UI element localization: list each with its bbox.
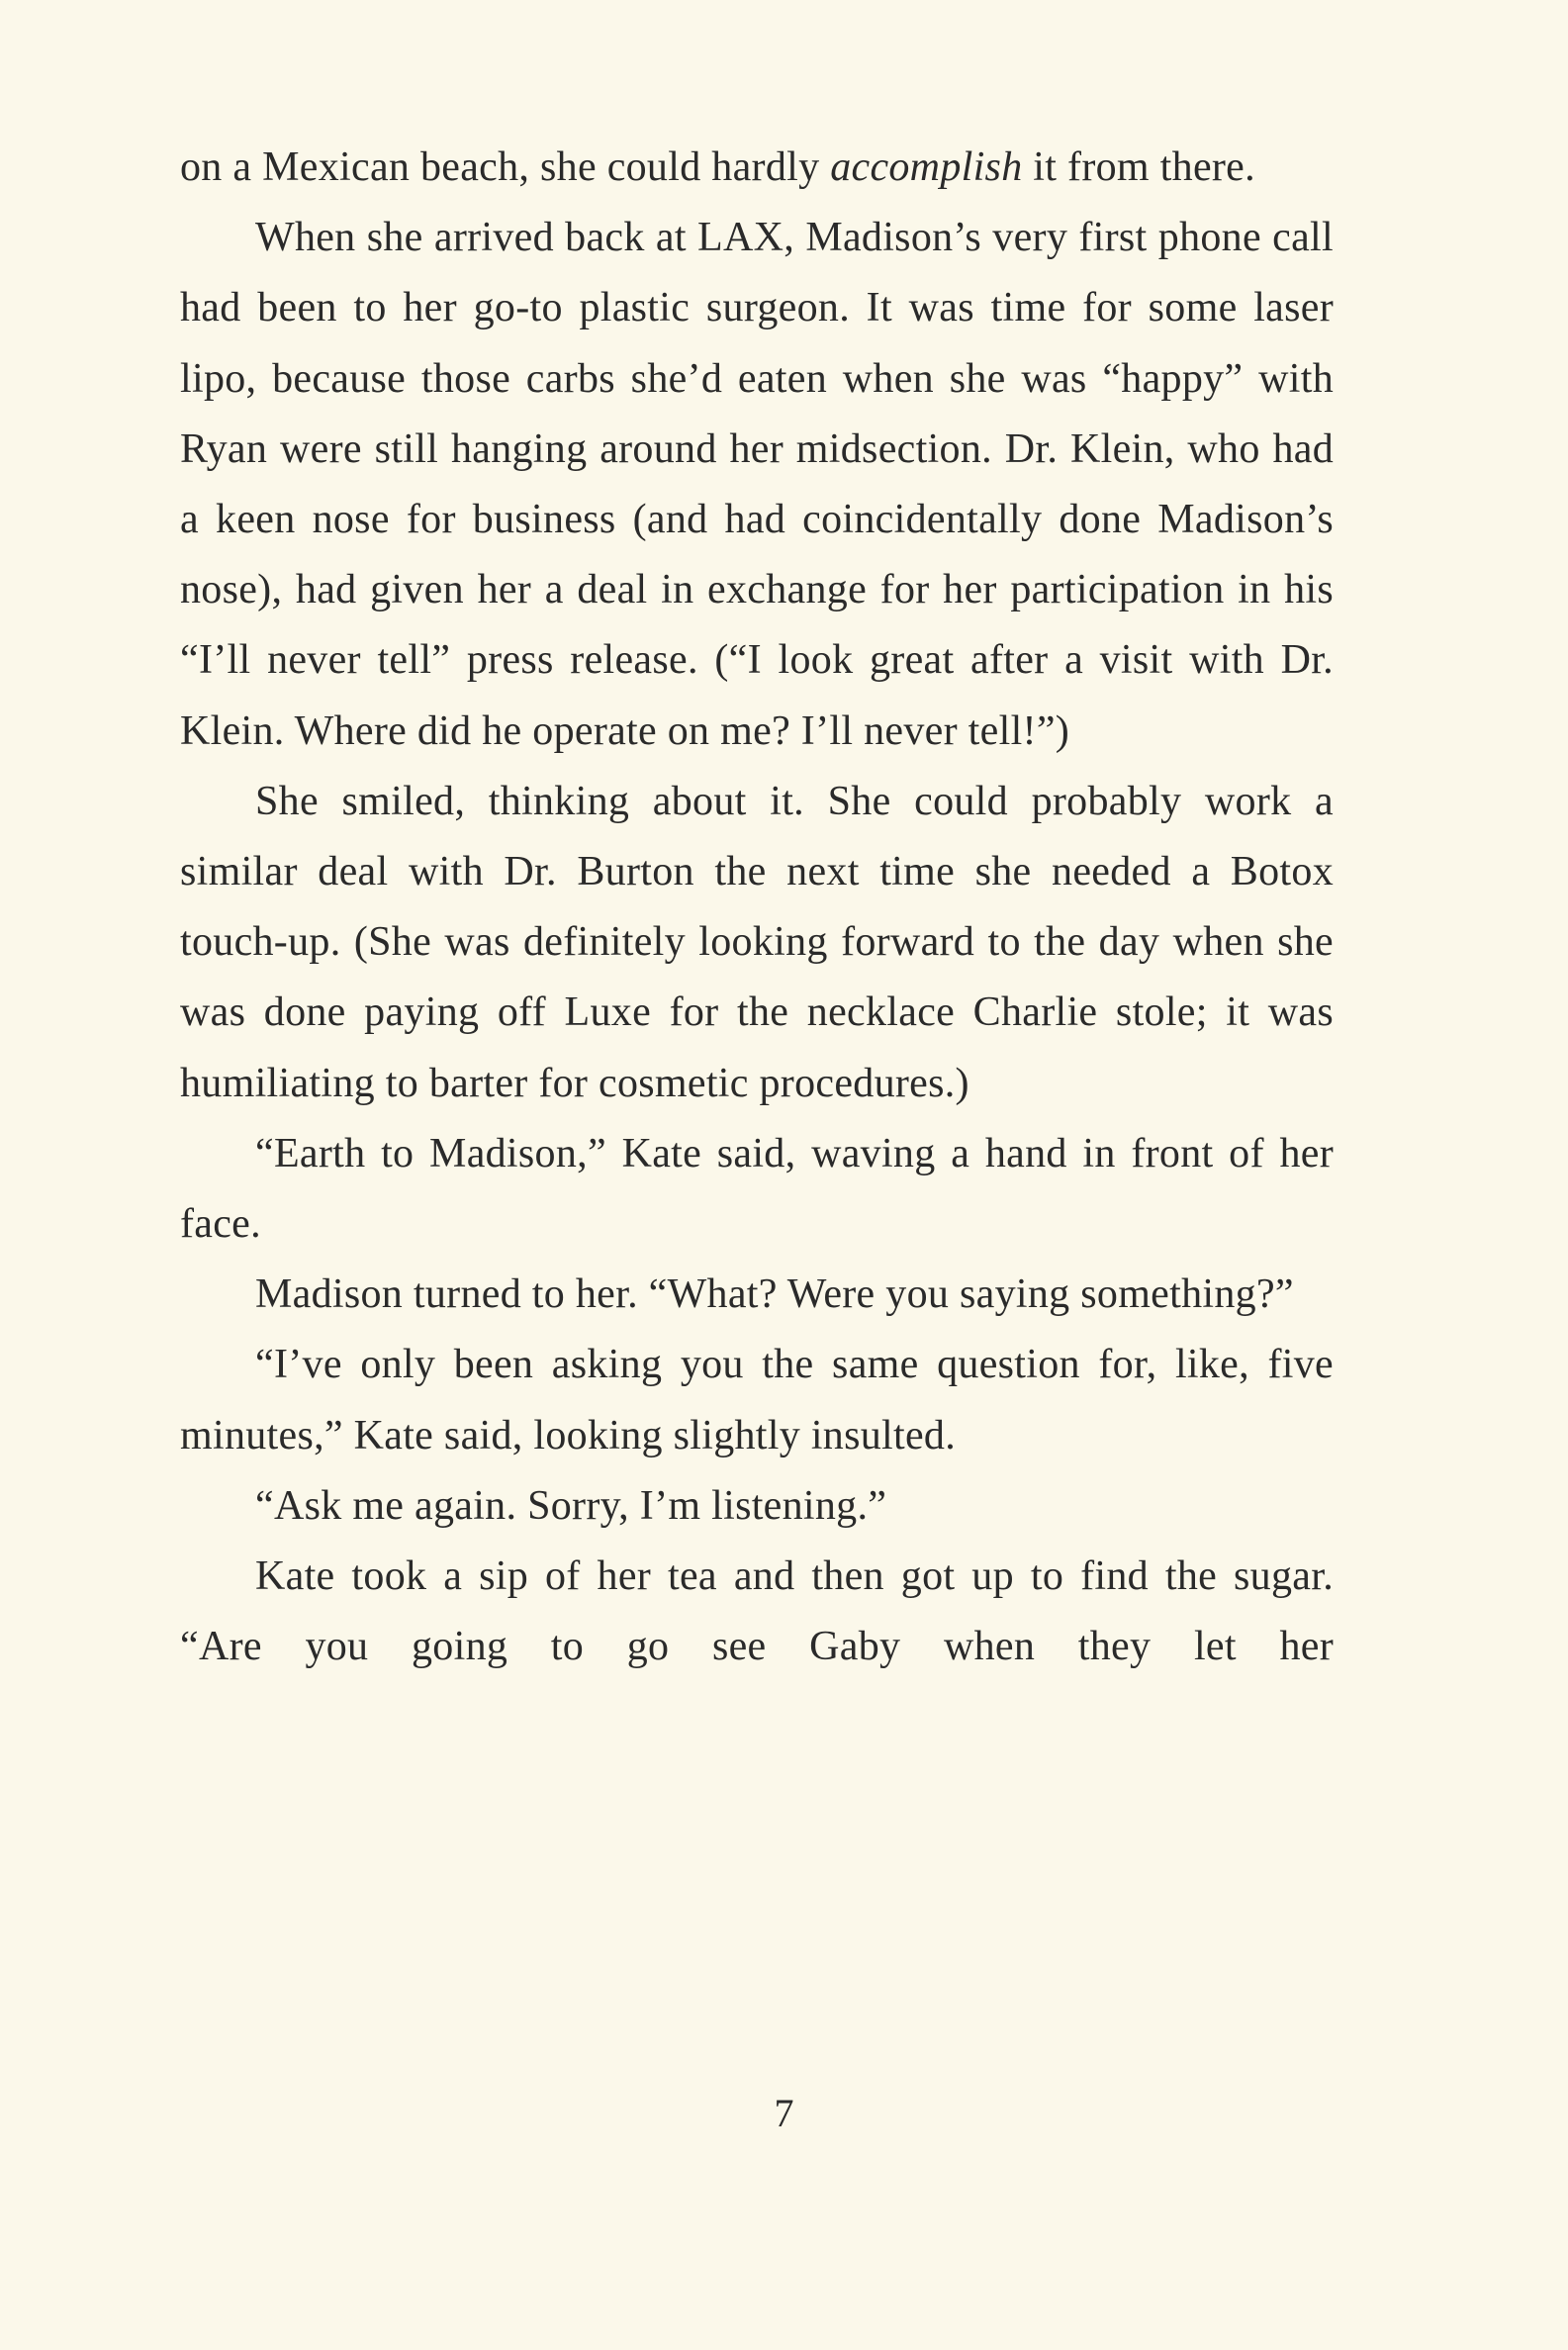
body-text [180,133,1334,1682]
paragraph-5: Madison turned to her. “What? Were you saying something?” [255,1271,1294,1318]
italic-emphasis: accomplish [830,144,1023,190]
paragraph-2: When she arrived back at LAX, Madison’s very first phone call had been to her go-to plastic surgeon. It was time for some laser lipo, because those carbs she’d eaten when she was “happy” with Ryan were still hanging around her midsection. Dr. Klein, who had a keen nose for business (and had coincidentally done Madison’s nose), had given her a deal in exchange for her participation in his “I’ll never tell” press release. (“I look great after a visit with Dr. Klein. Where did he operate on me? I’ll never tell!”) [180,215,1334,754]
paragraph-3: She smiled, thinking about it. She could probably work a similar deal with Dr. Burton the next time she needed a Botox touch-up. (She was definitely looking forward to the day when she was done paying off Luxe for the necklace Charlie stole; it was humiliating to barter for cosmetic procedures.) [180,778,1334,1106]
paragraph-4: “Earth to Madison,” Kate said, waving a hand in front of her face. [180,1130,1334,1248]
paragraph-1: on a Mexican beach, she could hardly accomplish it from there. [180,144,1255,190]
paragraph-7: “Ask me again. Sorry, I’m listening.” [255,1482,887,1529]
paragraph-6: “I’ve only been asking you the same question for, like, five minutes,” Kate said, looking slightly insulted. [180,1342,1334,1458]
page-number: 7 [774,2091,794,2135]
paragraph-8: Kate took a sip of her tea and then got up to find the sugar. “Are you going to go see Gaby when they let her [180,1553,1334,1670]
